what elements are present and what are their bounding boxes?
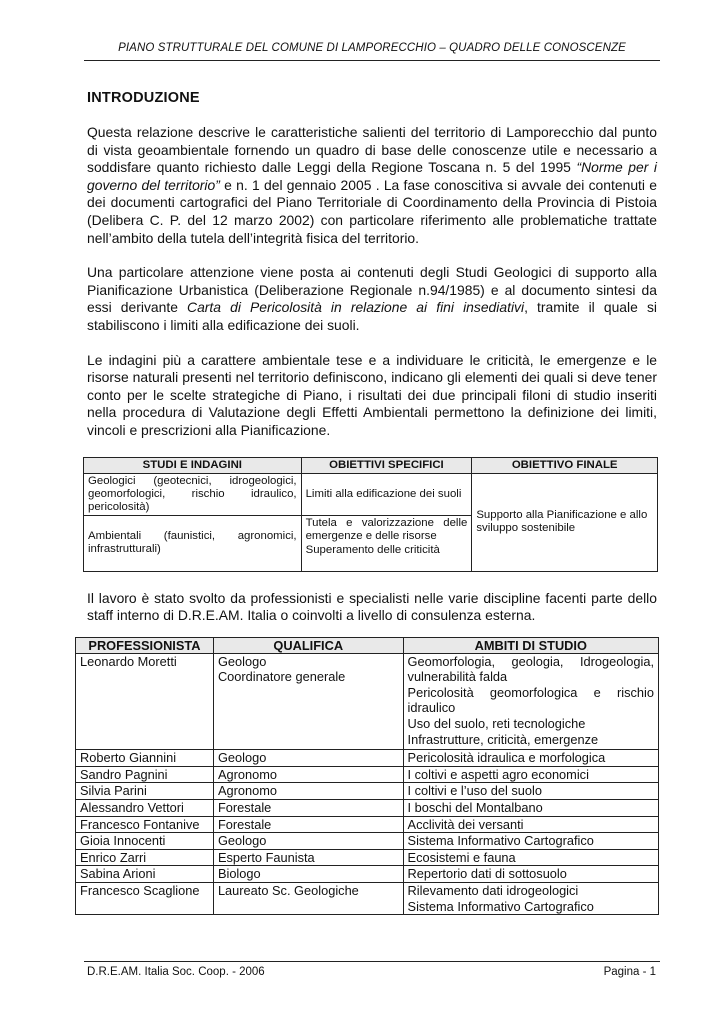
obiettivi-tutela-text: Tutela e valorizzazione delle emergenze e delle risorse <box>305 516 468 542</box>
staff-table <box>75 637 659 916</box>
table-row <box>76 866 659 883</box>
cell-ambiti <box>403 653 658 750</box>
cell-name: Francesco Scaglione <box>76 883 214 915</box>
cell-qualifica: Geologo <box>213 833 403 850</box>
page-number: Pagina - 1 <box>603 966 656 978</box>
cell-qualifica: Forestale <box>213 816 403 833</box>
col-header-studi: STUDI E INDAGINI <box>84 457 302 473</box>
ambiti-line: Geomorfologia, geologia, Idrogeologia, <box>407 653 654 669</box>
cell-name: Leonardo Moretti <box>76 653 214 750</box>
cell-qualifica: Biologo <box>213 866 403 883</box>
table-row <box>76 816 659 833</box>
cell-ambiti: I coltivi e l’uso del suolo <box>403 783 658 800</box>
cell-ambiti: I boschi del Montalbano <box>403 800 658 817</box>
cell-qualifica: Forestale <box>213 800 403 817</box>
cell-name: Sandro Pagnini <box>76 766 214 783</box>
obiettivi-criticita-text: Superamento delle criticità <box>305 543 440 556</box>
cell-name: Sabina Arioni <box>76 866 214 883</box>
section-heading: INTRODUZIONE <box>87 90 200 106</box>
cell-ambiti: Repertorio dati di sottosuolo <box>403 866 658 883</box>
table-row <box>76 800 659 817</box>
cell-name: Alessandro Vettori <box>76 800 214 817</box>
paragraph-studies <box>87 264 657 334</box>
col-header-finale: OBIETTIVO FINALE <box>472 457 658 473</box>
cell-studi-geologici: Geologici (geotecnici, idrogeologici, geomorfologici, rischio idraulico, pericolosità) <box>84 473 302 515</box>
table-row <box>76 750 659 767</box>
paragraph-staff: Il lavoro è stato svolto da professionisti e specialisti nelle varie discipline facenti parte dello staff interno di D.R.E.AM. Italia o coinvolti a livello di consulenza esterna. <box>87 589 657 624</box>
cell-qualifica: Agronomo <box>213 783 403 800</box>
objectives-table-header <box>84 457 658 473</box>
cell-name: Francesco Fontanive <box>76 816 214 833</box>
ambiti-line: Pericolosità geomorfologica e rischio <box>407 684 654 700</box>
header-divider <box>84 60 660 61</box>
cell-qualifica: Esperto Faunista <box>213 849 403 866</box>
cell-ambiti: Pericolosità idraulica e morfologica <box>403 750 658 767</box>
table-row <box>76 883 659 915</box>
paragraph-intro-text-a: Questa relazione descrive le caratteristiche salienti del territorio di Lamporecchio dal punto di vista geoambientale fornendo un quadro di base delle conoscenze utile e necessario a soddisfare quanto richiesto dalle Leggi della Regione Toscana n. 5 del 1995 <box>87 124 657 176</box>
ambiti-line: Sistema Informativo Cartografico <box>407 898 594 914</box>
cell-qualifica: Geologo <box>213 750 403 767</box>
cell-qualifica: Laureato Sc. Geologiche <box>213 883 403 915</box>
paragraph-investigations: Le indagini più a carattere ambientale tese e a individuare le criticità, le emergenze e le risorse naturali presenti nel territorio definiscono, indicano gli elementi dei quali si deve tener conto per le scelte strategiche di Piano, i risultati dei due principali filoni di studio inseriti nella procedura di Valutazione degli Effetti Ambientali permettono la definizione dei limiti, vincoli e prescrizioni alla Pianificazione. <box>87 351 657 438</box>
paragraph-intro-law-title: “Norme per i governo del territorio” <box>87 159 658 193</box>
running-header: PIANO STRUTTURALE DEL COMUNE DI LAMPORECCHIO – QUADRO DELLE CONOSCENZE <box>118 42 626 54</box>
staff-table-header <box>76 637 659 653</box>
col-header-obiettivi: OBIETTIVI SPECIFICI <box>301 457 472 473</box>
qualifica-line: Coordinatore generale <box>217 669 346 685</box>
paragraph-studies-text-a: Una particolare attenzione viene posta ai contenuti degli Studi Geologici di supporto alla Pianificazione Urbanistica (Deliberazione Regionale n.94/1985) e al documento sintesi da essi derivante <box>87 264 657 316</box>
page-content <box>80 90 658 915</box>
ambiti-line: Rilevamento dati idrogeologici <box>407 883 579 898</box>
table-row <box>84 473 658 515</box>
table-row <box>76 783 659 800</box>
cell-ambiti: Ecosistemi e fauna <box>403 849 658 866</box>
footer-publisher: D.R.E.AM. Italia Soc. Coop. - 2006 <box>87 966 265 978</box>
ambiti-line: Infrastrutture, criticità, emergenze <box>407 731 599 747</box>
cell-ambiti: Sistema Informativo Cartografico <box>403 833 658 850</box>
cell-name: Roberto Giannini <box>76 750 214 767</box>
cell-ambiti: I coltivi e aspetti agro economici <box>403 766 658 783</box>
ambiti-line: vulnerabilità falda <box>407 669 508 685</box>
qualifica-line: Geologo <box>217 653 267 669</box>
paragraph-studies-text-c: , tramite il quale si stabiliscono i limiti alla edificazione dei suoli. <box>87 299 657 333</box>
cell-obiettivi-limiti: Limiti alla edificazione dei suoli <box>301 473 472 515</box>
table-row <box>76 653 659 750</box>
col-header-professionista: PROFESSIONISTA <box>76 637 214 653</box>
footer-divider <box>84 961 660 962</box>
col-header-qualifica: QUALIFICA <box>213 637 403 653</box>
cell-name: Gioia Innocenti <box>76 833 214 850</box>
paragraph-studies-map-title: Carta di Pericolosità in relazione ai fini insediativi <box>187 299 525 316</box>
objectives-table <box>83 457 658 572</box>
cell-ambiti: Acclività dei versanti <box>403 816 658 833</box>
cell-ambiti <box>403 883 658 915</box>
cell-studi-ambientali: Ambientali (faunistici, agronomici, infrastrutturali) <box>84 515 302 571</box>
cell-qualifica <box>213 653 403 750</box>
cell-obiettivi-tutela <box>301 515 472 571</box>
paragraph-intro-text-c: e n. 1 del gennaio 2005 . La fase conoscitiva si avvale dei contenuti e dei documenti cartografici del Piano Territoriale di Coordinamento della Provincia di Pistoia (Delibera C. P. del 12 marzo 2002) con particolare riferimento alle problematiche trattate nell’ambito della tutela dell’integrità fisica del territorio. <box>87 176 657 246</box>
table-row <box>76 766 659 783</box>
cell-obiettivo-finale: Supporto alla Pianificazione e allo sviluppo sostenibile <box>472 473 658 571</box>
table-row <box>76 849 659 866</box>
cell-name: Silvia Parini <box>76 783 214 800</box>
cell-name: Enrico Zarri <box>76 849 214 866</box>
table-row <box>76 833 659 850</box>
cell-qualifica: Agronomo <box>213 766 403 783</box>
col-header-ambiti: AMBITI DI STUDIO <box>403 637 658 653</box>
ambiti-line: Uso del suolo, reti tecnologiche <box>407 716 586 732</box>
ambiti-line: idraulico <box>407 700 456 716</box>
paragraph-intro <box>87 124 657 247</box>
